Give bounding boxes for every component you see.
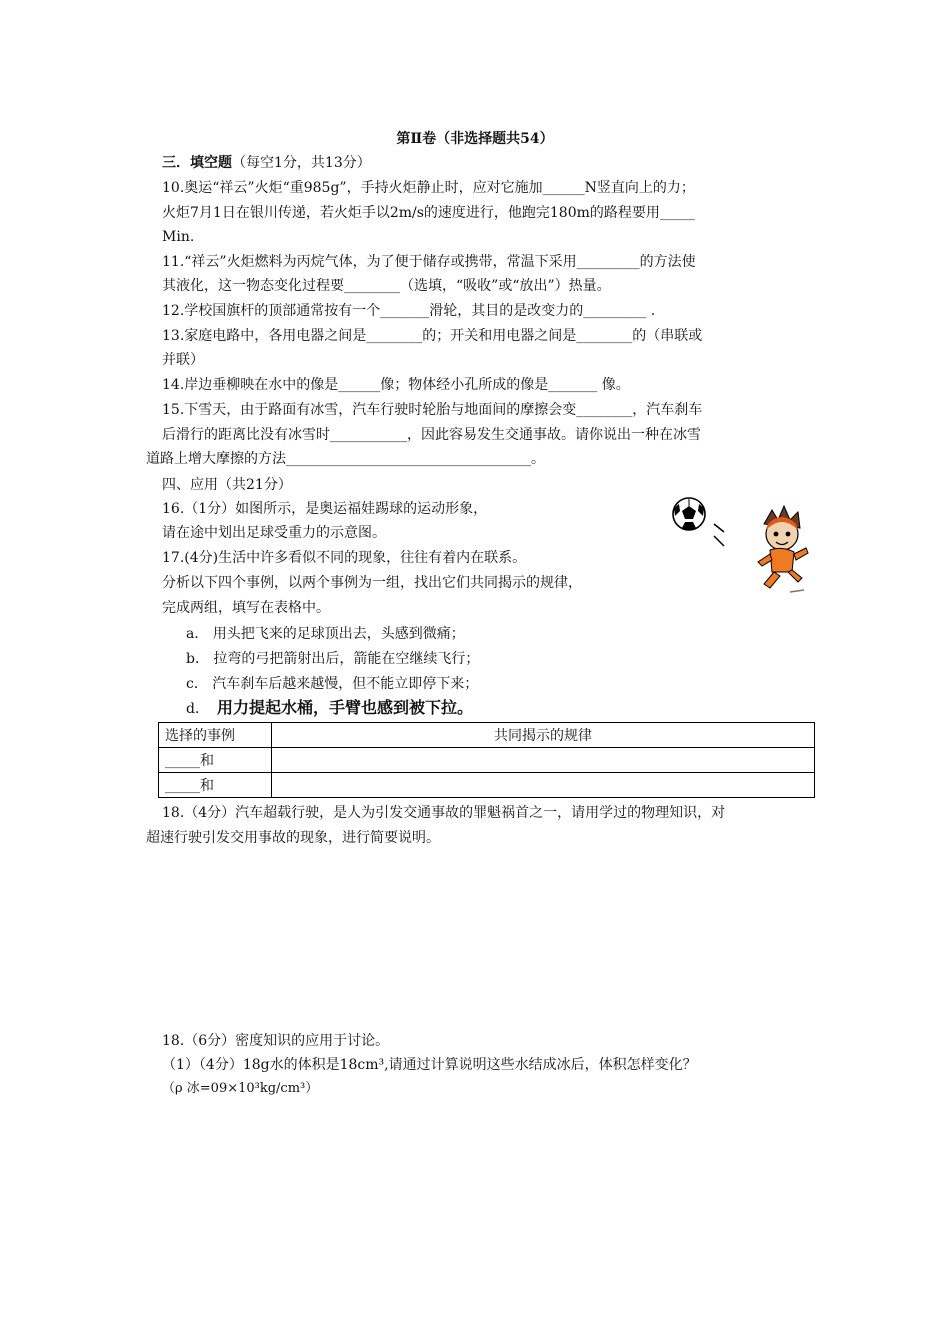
q18b-line2: （1）（4分）18g水的体积是18cm³,请通过计算说明这些水结成冰后，体积怎样变化？ bbox=[162, 1057, 697, 1073]
q10-line1: 10.奥运“祥云”火炬“重985g”，手持火炬静止时，应对它施加______N竖直向上的力； bbox=[162, 180, 695, 196]
q17-line3: 完成两组，填写在表格中。 bbox=[162, 600, 330, 616]
row2-rule[interactable] bbox=[272, 773, 815, 798]
q17-option-d-label: d． bbox=[186, 701, 209, 717]
q17-option-c: c． 汽车刹车后越来越慢，但不能立即停下来； bbox=[186, 676, 479, 692]
part4-heading: 四、应用（共21分） bbox=[162, 477, 292, 493]
q10-line2: 火炬7月1日在银川传递，若火炬手以2m/s的速度进行，他跑完180m的路程要用_____ bbox=[162, 205, 695, 221]
q15-line2: 后滑行的距离比没有冰雪时___________，因此容易发生交通事故。请你说出一种在冰雪 bbox=[162, 427, 701, 443]
q11-line2: 其液化，这一物态变化过程要________（选填，“吸收”或“放出”）热量。 bbox=[162, 278, 611, 294]
q18b-line3: （ρ 冰=09×10³kg/cm³） bbox=[162, 1081, 319, 1096]
q18a-line1: 18.（4分）汽车超载行驶，是人为引发交通事故的罪魁祸首之一，请用学过的物理知识，对 bbox=[162, 805, 726, 821]
row1-examples[interactable]: _____和 bbox=[159, 748, 272, 773]
kicking-mascot-figure bbox=[668, 492, 818, 602]
table-row bbox=[159, 773, 815, 798]
section-title: 第Ⅱ卷（非选择题共54） bbox=[396, 131, 554, 147]
q18b-line1: 18.（6分）密度知识的应用于讨论。 bbox=[162, 1033, 390, 1049]
q14-line: 14.岸边垂柳映在水中的像是______像；物体经小孔所成的像是_______ 像。 bbox=[162, 377, 630, 393]
q13-line2: 并联） bbox=[162, 352, 204, 368]
part3-heading-label: 三．填空题 bbox=[162, 155, 232, 171]
olympic-mascot-icon bbox=[758, 506, 808, 592]
q16-line1: 16.（1分）如图所示，是奥运福娃踢球的运动形象， bbox=[162, 501, 488, 517]
motion-lines-icon bbox=[714, 524, 724, 546]
q11-line1: 11.“祥云”火炬燃料为丙烷气体，为了便于储存或携带，常温下采用_________的方法使 bbox=[162, 254, 696, 270]
q17-option-b: b． 拉弯的弓把箭射出后，箭能在空继续飞行； bbox=[186, 651, 480, 667]
q17-option-a: a． 用头把飞来的足球顶出去，头感到微痛； bbox=[186, 626, 465, 642]
row1-rule[interactable] bbox=[272, 748, 815, 773]
part3-heading bbox=[162, 152, 371, 174]
soccer-ball-icon bbox=[673, 498, 705, 530]
row2-examples[interactable]: _____和 bbox=[159, 773, 272, 798]
header-examples: 选择的事例 bbox=[159, 723, 272, 748]
q18a-line2: 超速行驶引发交用事故的现象，进行简要说明。 bbox=[146, 830, 440, 846]
answer-table-header bbox=[159, 723, 815, 748]
q17-option-d bbox=[186, 697, 473, 720]
header-rule: 共同揭示的规律 bbox=[272, 723, 815, 748]
part3-heading-note: （每空1分，共13分） bbox=[232, 155, 371, 171]
q15-line3: 道路上增大摩擦的方法___________________________________。 bbox=[146, 451, 545, 467]
q17-line2: 分析以下四个事例，以两个事例为一组，找出它们共同揭示的规律， bbox=[162, 575, 582, 591]
figure-svg bbox=[668, 492, 818, 602]
q12-line: 12.学校国旗杆的顶部通常按有一个_______滑轮，其目的是改变力的_________ . bbox=[162, 303, 656, 319]
q15-line1: 15.下雪天，由于路面有冰雪，汽车行驶时轮胎与地面间的摩擦会变________，汽车刹车 bbox=[162, 402, 703, 418]
q17-option-d-text: 用力提起水桶，手臂也感到被下拉。 bbox=[216, 698, 473, 717]
q13-line1: 13.家庭电路中，各用电器之间是________的；开关和用电器之间是________的（串联或 bbox=[162, 328, 703, 344]
table-row bbox=[159, 748, 815, 773]
q16-line2: 请在途中划出足球受重力的示意图。 bbox=[162, 525, 386, 541]
answer-table bbox=[158, 722, 815, 798]
q17-line1: 17.(4分)生活中许多看似不同的现象，往往有着内在联系。 bbox=[162, 550, 527, 566]
q10-line3: Min. bbox=[162, 229, 195, 245]
